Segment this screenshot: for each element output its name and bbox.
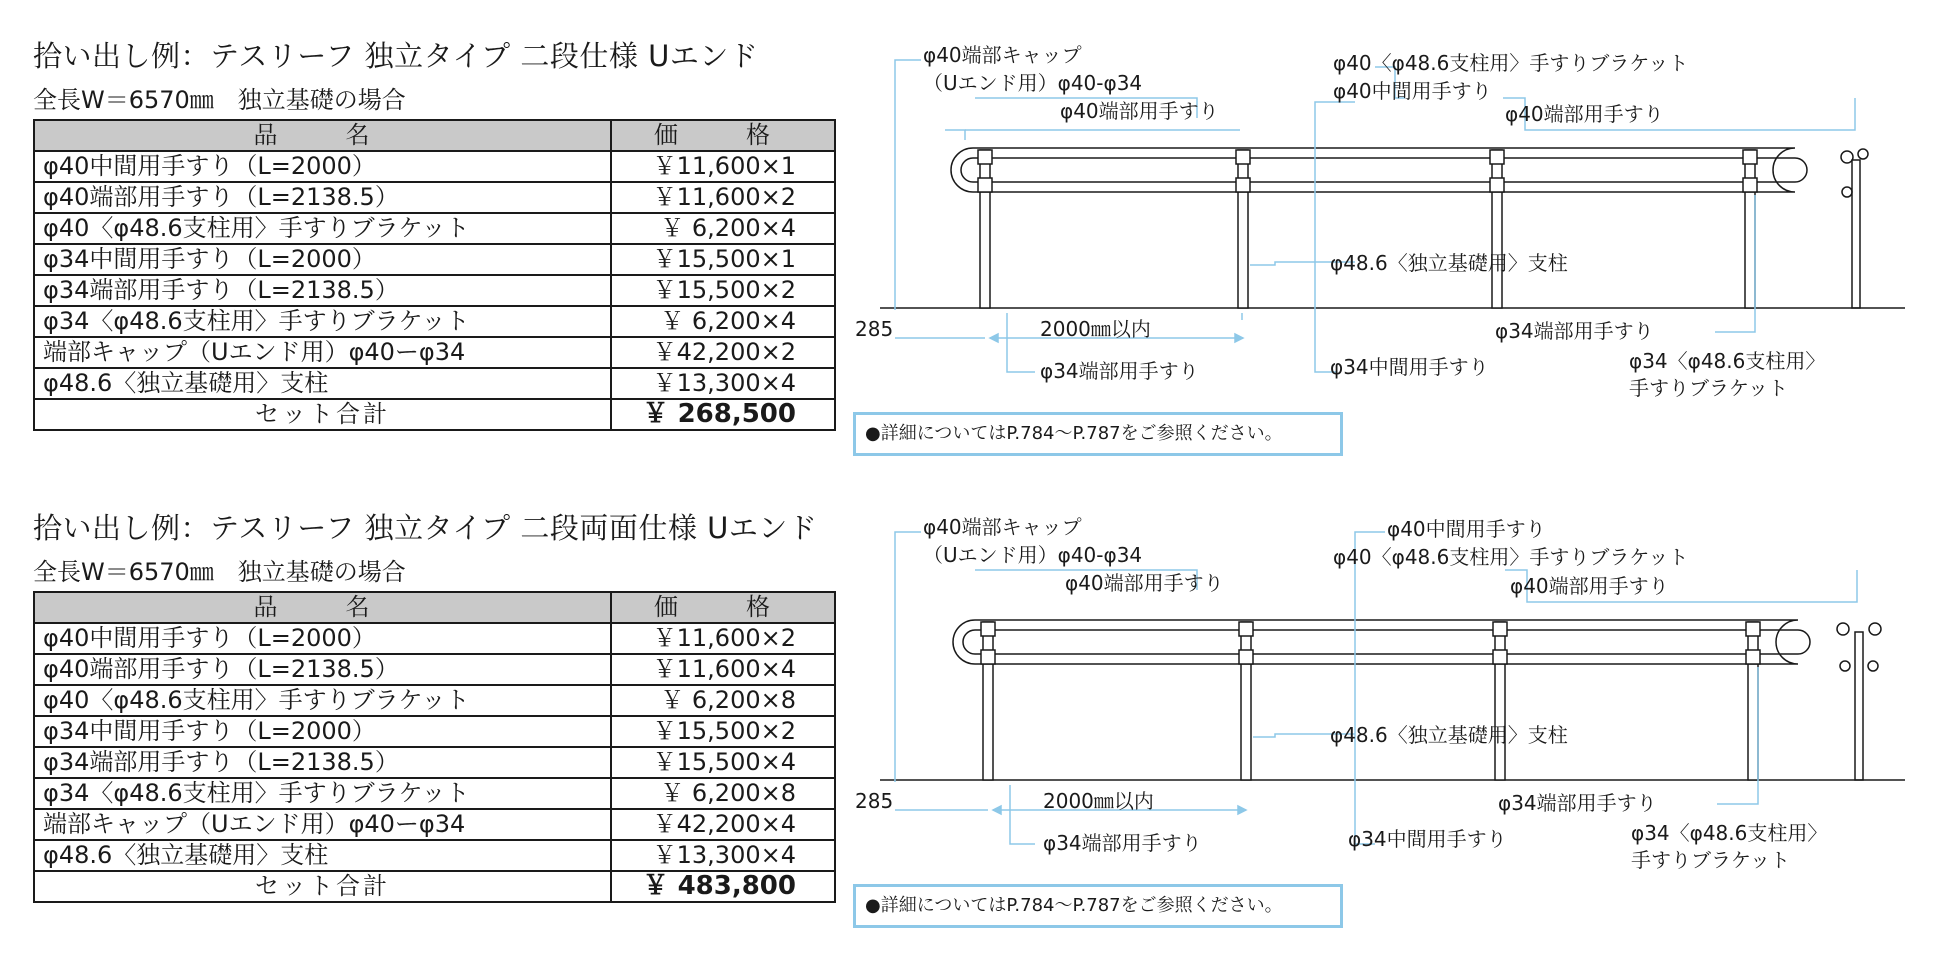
label-end34-left: φ34端部用手すり xyxy=(1043,831,1202,855)
bracket xyxy=(1746,622,1760,636)
price-table xyxy=(33,591,836,903)
item-price: ￥13,300×4 xyxy=(611,368,835,399)
price-table xyxy=(33,119,836,431)
item-price: ￥15,500×2 xyxy=(611,275,835,306)
leader-mid40 xyxy=(1355,532,1385,792)
bracket xyxy=(1490,150,1504,164)
header-item-name: 品 名 xyxy=(34,592,611,623)
item-name: φ48.6〈独立基礎用〉支柱 xyxy=(34,840,611,871)
table-row xyxy=(34,368,835,399)
item-name: φ34中間用手すり（L=2000） xyxy=(34,244,611,275)
side-post xyxy=(1855,632,1863,780)
brackets xyxy=(981,622,1760,664)
item-price: ￥ 6,200×4 xyxy=(611,213,835,244)
label-end40-right: φ40端部用手すり xyxy=(1510,574,1669,598)
leader-end34-left xyxy=(1007,313,1035,372)
section-two-tier-double-sided xyxy=(0,472,1934,942)
side-rail-lower-right xyxy=(1868,661,1878,671)
label-post: φ48.6〈独立基礎用〉支柱 xyxy=(1330,251,1568,275)
bracket xyxy=(1490,178,1504,192)
total-value: ￥ 483,800 xyxy=(611,871,835,902)
reference-note: ●詳細についてはP.784〜P.787をご参照ください。 xyxy=(853,884,1343,928)
post xyxy=(1748,622,1758,780)
arrow-left xyxy=(990,334,998,342)
bracket xyxy=(978,150,992,164)
side-post xyxy=(1852,160,1860,308)
arrow-right xyxy=(1235,334,1243,342)
bracket xyxy=(1493,622,1507,636)
table-row xyxy=(34,778,835,809)
brackets xyxy=(978,150,1757,192)
label-end40-left: φ40端部用手すり xyxy=(1065,571,1224,595)
item-name: φ40中間用手すり（L=2000） xyxy=(34,623,611,654)
side-view xyxy=(1837,623,1881,780)
side-view xyxy=(1841,149,1868,308)
label-cap-2: （Uエンド用）φ40-φ34 xyxy=(923,71,1143,95)
section-title: 拾い出し例：テスリーフ 独立タイプ 二段仕様 Uエンド xyxy=(33,39,759,73)
item-price: ￥ 6,200×8 xyxy=(611,778,835,809)
label-end34-left: φ34端部用手すり xyxy=(1040,359,1199,383)
label-mid34: φ34中間用手すり xyxy=(1330,355,1489,379)
arrow-right xyxy=(1238,806,1246,814)
bracket xyxy=(981,622,995,636)
bracket xyxy=(1743,150,1757,164)
post xyxy=(1241,622,1251,780)
label-bracket40: φ40〈φ48.6支柱用〉手すりブラケット xyxy=(1333,51,1689,75)
item-name: φ40〈φ48.6支柱用〉手すりブラケット xyxy=(34,213,611,244)
leader-end40-left xyxy=(945,130,965,140)
item-price: ￥ 6,200×4 xyxy=(611,306,835,337)
item-price: ￥13,300×4 xyxy=(611,840,835,871)
item-name: φ34〈φ48.6支柱用〉手すりブラケット xyxy=(34,778,611,809)
table-row xyxy=(34,244,835,275)
item-price: ￥42,200×2 xyxy=(611,337,835,368)
bracket xyxy=(981,650,995,664)
total-label: セット合計 xyxy=(34,871,611,902)
item-name: 端部キャップ（Uエンド用）φ40ーφ34 xyxy=(34,809,611,840)
section-title: 拾い出し例：テスリーフ 独立タイプ 二段両面仕様 Uエンド xyxy=(33,511,818,545)
label-bracket34-2: 手すりブラケット xyxy=(1631,848,1790,872)
table-row xyxy=(34,337,835,368)
item-name: φ34端部用手すり（L=2138.5） xyxy=(34,747,611,778)
item-name: φ40端部用手すり（L=2138.5） xyxy=(34,182,611,213)
label-end40-right: φ40端部用手すり xyxy=(1505,102,1664,126)
item-name: φ34〈φ48.6支柱用〉手すりブラケット xyxy=(34,306,611,337)
total-value: ￥ 268,500 xyxy=(611,399,835,430)
label-end40-left: φ40端部用手すり xyxy=(1060,99,1219,123)
section-subtitle: 全長W＝6570㎜ 独立基礎の場合 xyxy=(33,86,406,114)
side-rail-upper xyxy=(1841,151,1853,163)
total-row xyxy=(34,871,835,902)
rail-inner xyxy=(961,158,1807,182)
leader-cap xyxy=(895,60,921,310)
label-end34-right: φ34端部用手すり xyxy=(1495,319,1654,343)
label-dim-285: 285 xyxy=(855,789,894,813)
section-two-tier xyxy=(0,0,1934,470)
post xyxy=(1238,150,1248,308)
bracket xyxy=(1746,650,1760,664)
arrow-left xyxy=(993,806,1001,814)
item-name: φ40中間用手すり（L=2000） xyxy=(34,151,611,182)
railing-diagram xyxy=(855,472,1934,942)
rails xyxy=(953,620,1810,664)
total-row xyxy=(34,399,835,430)
table-row xyxy=(34,716,835,747)
table-row xyxy=(34,809,835,840)
table-row xyxy=(34,151,835,182)
rail-outer xyxy=(951,148,1795,192)
table-row xyxy=(34,685,835,716)
posts xyxy=(983,622,1758,780)
post xyxy=(1495,622,1505,780)
item-price: ￥11,600×2 xyxy=(611,623,835,654)
label-end34-right: φ34端部用手すり xyxy=(1498,791,1657,815)
posts xyxy=(980,150,1755,308)
reference-note: ●詳細についてはP.784〜P.787をご参照ください。 xyxy=(853,412,1343,456)
post xyxy=(1745,150,1755,308)
table-row xyxy=(34,275,835,306)
item-price: ￥15,500×1 xyxy=(611,244,835,275)
item-name: φ34端部用手すり（L=2138.5） xyxy=(34,275,611,306)
label-cap-2: （Uエンド用）φ40-φ34 xyxy=(923,543,1143,567)
post xyxy=(980,150,990,308)
bracket xyxy=(1239,622,1253,636)
item-name: φ48.6〈独立基礎用〉支柱 xyxy=(34,368,611,399)
item-price: ￥15,500×4 xyxy=(611,747,835,778)
item-name: φ40〈φ48.6支柱用〉手すりブラケット xyxy=(34,685,611,716)
table-row xyxy=(34,306,835,337)
leader-end34-left xyxy=(1010,785,1035,844)
bracket xyxy=(1236,150,1250,164)
label-bracket40: φ40〈φ48.6支柱用〉手すりブラケット xyxy=(1333,545,1689,569)
item-price: ￥11,600×1 xyxy=(611,151,835,182)
label-cap-1: φ40端部キャップ xyxy=(923,515,1082,539)
section-subtitle: 全長W＝6570㎜ 独立基礎の場合 xyxy=(33,558,406,586)
label-mid40: φ40中間用手すり xyxy=(1387,517,1546,541)
table-row xyxy=(34,840,835,871)
railing-diagram xyxy=(855,0,1934,470)
label-bracket34-2: 手すりブラケット xyxy=(1629,376,1788,400)
label-mid40: φ40中間用手すり xyxy=(1333,79,1492,103)
item-name: φ34中間用手すり（L=2000） xyxy=(34,716,611,747)
table-row xyxy=(34,182,835,213)
table-row xyxy=(34,213,835,244)
item-price: ￥ 6,200×8 xyxy=(611,685,835,716)
item-name: 端部キャップ（Uエンド用）φ40ーφ34 xyxy=(34,337,611,368)
table-header-row xyxy=(34,120,835,151)
bracket xyxy=(1236,178,1250,192)
side-rail-lower xyxy=(1842,187,1852,197)
item-price: ￥15,500×2 xyxy=(611,716,835,747)
table-row xyxy=(34,747,835,778)
table-header-row xyxy=(34,592,835,623)
item-price: ￥11,600×2 xyxy=(611,182,835,213)
table-row xyxy=(34,623,835,654)
header-price: 価 格 xyxy=(611,592,835,623)
post xyxy=(1492,150,1502,308)
bracket xyxy=(1239,650,1253,664)
item-price: ￥11,600×4 xyxy=(611,654,835,685)
rail-inner xyxy=(963,630,1810,654)
label-bracket34-1: φ34〈φ48.6支柱用〉 xyxy=(1631,821,1828,845)
item-price: ￥42,200×4 xyxy=(611,809,835,840)
leader-cap xyxy=(895,532,921,782)
leader-mid34 xyxy=(1315,102,1355,372)
label-post: φ48.6〈独立基礎用〉支柱 xyxy=(1330,723,1568,747)
item-name: φ40端部用手すり（L=2138.5） xyxy=(34,654,611,685)
label-dim-285: 285 xyxy=(855,317,894,341)
bracket xyxy=(1743,178,1757,192)
total-label: セット合計 xyxy=(34,399,611,430)
bracket xyxy=(978,178,992,192)
side-rail-upper-right xyxy=(1869,623,1881,635)
rail-outer xyxy=(953,620,1798,664)
table-row xyxy=(34,654,835,685)
side-rail-lower-left xyxy=(1840,661,1850,671)
label-cap-1: φ40端部キャップ xyxy=(923,43,1082,67)
label-dim-2000: 2000㎜以内 xyxy=(1040,317,1151,341)
side-rail-cap xyxy=(1858,149,1868,159)
label-mid34: φ34中間用手すり xyxy=(1348,827,1507,851)
label-dim-2000: 2000㎜以内 xyxy=(1043,789,1154,813)
side-rail-upper-left xyxy=(1837,623,1849,635)
label-bracket34-1: φ34〈φ48.6支柱用〉 xyxy=(1629,349,1826,373)
post xyxy=(983,622,993,780)
header-price: 価 格 xyxy=(611,120,835,151)
header-item-name: 品 名 xyxy=(34,120,611,151)
rails xyxy=(951,148,1807,192)
bracket xyxy=(1493,650,1507,664)
